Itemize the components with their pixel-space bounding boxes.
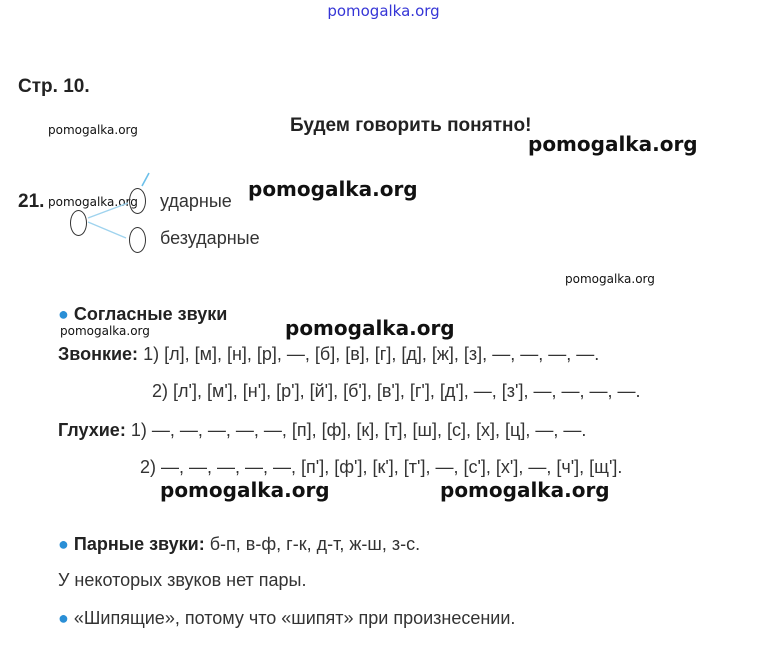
voiceless-line-2: 2) —, —, —, —, —, [п'], [ф'], [к'], [т'], —, [с'], [х'], —, [ч'], [щ']. [140, 457, 623, 477]
watermark-small: pomogalka.org [60, 324, 150, 338]
voiced-line-2: 2) [л'], [м'], [н'], [р'], [й'], [б'], [в'], [г'], [д'], —, [з'], —, —, —, —. [152, 381, 641, 401]
watermark-large: pomogalka.org [528, 132, 698, 156]
hissing-text: «Шипящие», потому что «шипят» при произнесении. [73, 608, 516, 628]
pairs-list: б-п, в-ф, г-к, д-т, ж-ш, з-с. [209, 534, 421, 554]
voiced-line-1: 1) [л], [м], [н], [р], —, [б], [в], [г], [д], [ж], [з], —, —, —, —. [143, 344, 600, 364]
watermark-small: pomogalka.org [565, 272, 655, 286]
unstressed-label: безударные [160, 228, 260, 248]
watermark-large: pomogalka.org [285, 316, 455, 340]
hissing-row [58, 608, 515, 629]
voiced-row-1 [58, 344, 599, 365]
page-label: Стр. 10. [18, 76, 90, 97]
bullet-icon: ● [58, 608, 69, 628]
watermark-large: pomogalka.org [160, 478, 330, 502]
watermark-large: pomogalka.org [248, 177, 418, 201]
consonants-heading-text: Согласные звуки [73, 304, 228, 324]
watermark-small: pomogalka.org [48, 123, 138, 137]
voiceless-line-1: 1) —, —, —, —, —, [п], [ф], [к], [т], [ш], [с], [х], [ц], —, —. [130, 420, 587, 440]
voiceless-label: Глухие: [58, 420, 126, 440]
watermark-top: pomogalka.org [327, 2, 440, 20]
unstressed-oval [129, 227, 146, 253]
voiced-label: Звонкие: [58, 344, 139, 364]
voiceless-row-1 [58, 420, 586, 441]
watermark-large: pomogalka.org [440, 478, 610, 502]
exercise-number: 21. [18, 191, 45, 212]
stressed-oval [129, 188, 146, 214]
watermark-small: pomogalka.org [48, 195, 138, 209]
stressed-label: ударные [160, 191, 232, 211]
section-title: Будем говорить понятно! [290, 115, 532, 136]
pairs-row [58, 534, 420, 555]
bullet-icon: ● [58, 304, 69, 324]
pairs-label: Парные звуки: [73, 534, 205, 554]
word-oval [70, 210, 87, 236]
consonants-heading [58, 304, 227, 325]
bullet-icon: ● [58, 534, 69, 554]
pairs-note: У некоторых звуков нет пары. [58, 570, 307, 590]
